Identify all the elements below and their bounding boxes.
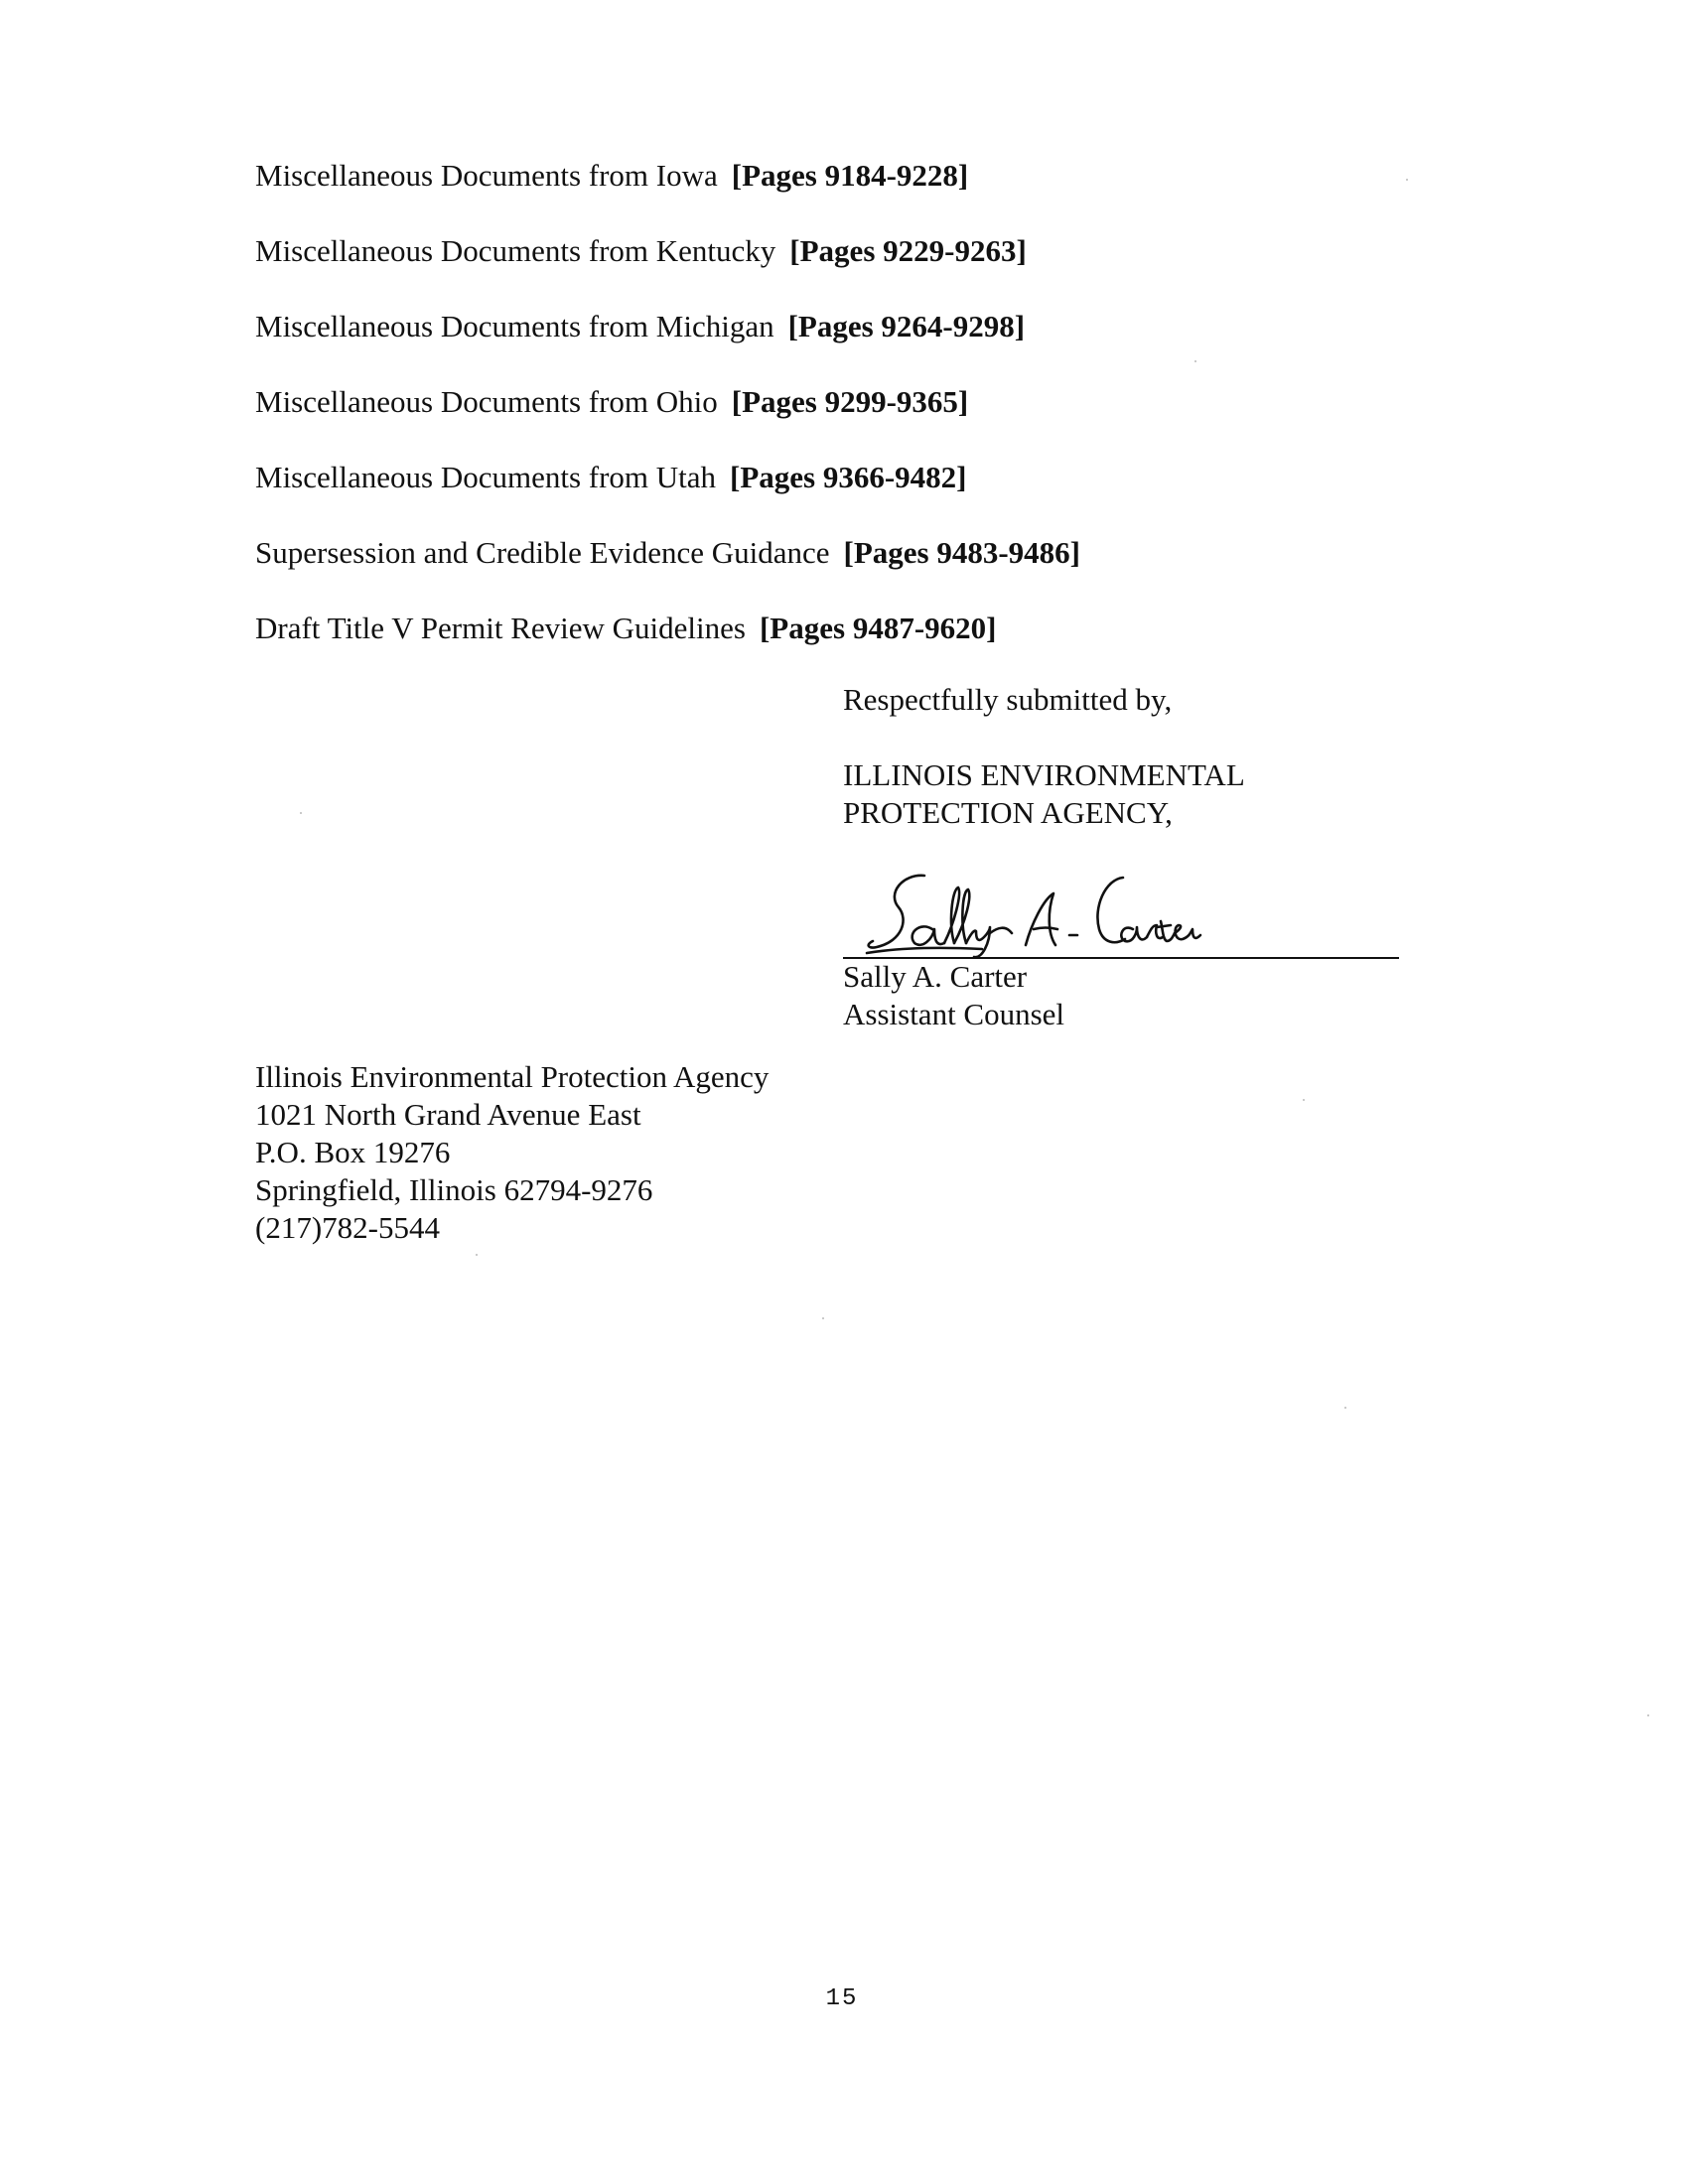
scan-speck — [1194, 360, 1196, 362]
scan-speck — [1647, 1714, 1649, 1716]
exhibit-title: Miscellaneous Documents from Michigan — [255, 309, 774, 343]
exhibit-pages: [Pages 9184-9228] — [731, 158, 969, 193]
scan-speck — [300, 812, 302, 814]
address-po-box: P.O. Box 19276 — [255, 1135, 451, 1169]
signature-rule — [843, 957, 1399, 959]
agency-name-line-2: PROTECTION AGENCY, — [843, 795, 1173, 830]
scan-speck — [1303, 1099, 1305, 1101]
exhibit-pages: [Pages 9483-9486] — [843, 535, 1080, 570]
address-phone: (217)782-5544 — [255, 1210, 440, 1245]
signature-block — [843, 681, 1399, 1033]
exhibit-pages: [Pages 9487-9620] — [759, 611, 997, 645]
exhibit-item — [255, 231, 1080, 307]
exhibit-pages: [Pages 9366-9482] — [730, 460, 967, 494]
scan-speck — [1406, 179, 1408, 181]
exhibit-title: Miscellaneous Documents from Ohio — [255, 384, 718, 419]
exhibit-item — [255, 533, 1080, 609]
exhibit-pages: [Pages 9264-9298] — [787, 309, 1026, 343]
handwritten-signature — [863, 864, 1220, 959]
exhibit-title: Draft Title V Permit Review Guidelines — [255, 611, 746, 645]
closing-line: Respectfully submitted by, — [843, 682, 1173, 717]
signature-area — [843, 864, 1399, 958]
scan-speck — [476, 1254, 478, 1256]
exhibit-pages: [Pages 9299-9365] — [731, 384, 969, 419]
exhibit-title: Supersession and Credible Evidence Guidance — [255, 535, 830, 570]
exhibit-item — [255, 382, 1080, 458]
signer-title: Assistant Counsel — [843, 997, 1065, 1031]
exhibit-item — [255, 609, 1080, 684]
address-organization: Illinois Environmental Protection Agency — [255, 1059, 770, 1094]
exhibit-item — [255, 156, 1080, 231]
exhibit-item — [255, 458, 1080, 533]
address-street: 1021 North Grand Avenue East — [255, 1097, 641, 1132]
scan-speck — [1344, 1407, 1346, 1409]
page-number: 15 — [825, 1985, 859, 2012]
scan-speck — [822, 1317, 824, 1319]
exhibit-list — [255, 156, 1080, 684]
exhibit-item — [255, 307, 1080, 382]
signer-name: Sally A. Carter — [843, 959, 1028, 994]
agency-name-line-1: ILLINOIS ENVIRONMENTAL — [843, 757, 1245, 792]
exhibit-title: Miscellaneous Documents from Kentucky — [255, 233, 776, 268]
exhibit-title: Miscellaneous Documents from Iowa — [255, 158, 718, 193]
exhibit-title: Miscellaneous Documents from Utah — [255, 460, 717, 494]
exhibit-pages: [Pages 9229-9263] — [789, 233, 1027, 268]
address-city-state-zip: Springfield, Illinois 62794-9276 — [255, 1172, 653, 1207]
address-block — [255, 1058, 769, 1247]
